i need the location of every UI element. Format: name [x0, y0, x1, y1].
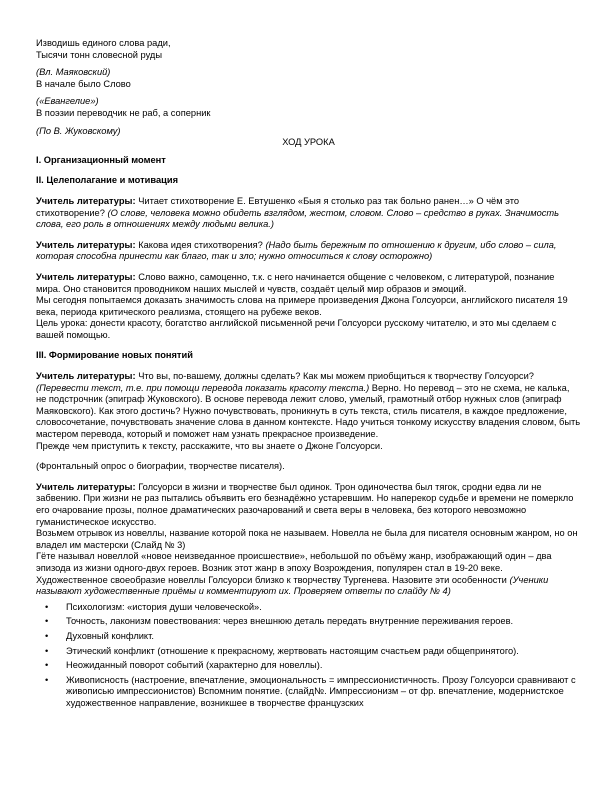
epigraph-3-line-1: В поэзии переводчик не раб, а соперник [36, 107, 211, 118]
paragraph-4-text: Что вы, по-вашему, должны сделать? Как мы можем приобщиться к творчеству Голсуорси? [138, 371, 534, 382]
teacher-label: Учитель литературы [36, 371, 133, 382]
paragraph-2-answer: (Надо быть бережным по отношению к другим, ибо слово – сила, которая способна принести как благо, так и зло; нужно относиться к слову осторожно) [36, 239, 557, 262]
paragraph-3-text: Слово важно, самоценно, т.к. с него начинается общение с человеком, с литературой, познание мира. Оно становится проводником наших мыслей и чувств, создаёт целый мир образов и эмоций. [36, 271, 555, 294]
paragraph-2-text: Какова идея стихотворения? [138, 239, 266, 250]
paragraph-3: Учитель литературы: Слово важно, самоценно, т.к. с него начинается общение с человеком, с литературой, познание мира. Оно становится проводником наших мыслей и чувств, создаёт целый мир образов и эмоций. [36, 271, 555, 294]
paragraph-5-text: Голсуорси в жизни и творчестве был одинок. Трон одиночества был тягок, сродни едва ли не забвению. При жизни не раз пытались объявить его безнадёжно устаревшим. Но наперекор судьбе и времени не померкло его очарование прозы, полное драматических разочарований и света веры в человека, без которого невозможно гуманистическое искусство. [36, 481, 574, 527]
section-1-title: I. Организационный момент [36, 154, 166, 165]
epigraph-3-source: (По В. Жуковскому) [36, 125, 121, 136]
paragraph-3-line-2: Мы сегодня попытаемся доказать значимость слова на примере произведения Джона Голсуорси, английского писателя 19 века, периода критического реализма, стоящего на рубеже веков. [36, 295, 568, 317]
paragraph-5-answer: (Ученики называют художественные приёмы и комментируют их. Проверяем ответы по слайду № 4) [36, 574, 549, 597]
lesson-goal: Цель урока: донести красоту, богатство английской письменной речи Голсуорси русскому читателю, и это мы сделаем с вашей помощью. [36, 318, 557, 340]
paragraph-1: Учитель литературы: Читает стихотворение Е. Евтушенко «Быя я столько раз так больно ранен…» О чём это стихотворение? (О слове, человека можно обидеть взглядом, жестом, словом. Слово – средство в руках. Значимость слова, его роль в отношениях между людьми велика.) [36, 195, 560, 230]
list-item: • Точность, лаконизм повествования: через внешнюю деталь передать внутренние переживания героев. [66, 616, 581, 628]
paragraph-5-line-4: Художественное своеобразие новеллы Голсуорси близко к творчеству Тургенева. Назовите эти особенности (Ученики называют художественные приёмы и комментируют их. Проверяем ответы по слайду № 4) [36, 574, 549, 597]
teacher-label: Учитель литературы [36, 481, 133, 492]
paragraph-1-text: Читает стихотворение Е. Евтушенко «Быя я столько раз так больно ранен…» О чём это стихотворение? [36, 195, 520, 218]
list-item: • Психологизм: «история души человеческой». [66, 602, 581, 614]
paragraph-4: Учитель литературы: Что вы, по-вашему, должны сделать? Как мы можем приобщиться к творчеству Голсуорси? (Перевести текст, т.е. при помощи перевода показать красоту текста.) Верно. Но перевод – это не схема, не калька, не подстрочник (эпиграф Жуковского). В основе перевода лежит слово, умелый, грамотный отбор нужных слов (эпиграф Маяковского). Как этого достичь? Нужно почувствовать, проникнуть в суть текста, стиль писателя, в каждое предложение, словосочетание, почувствовать значение слова в данном контексте. Надо учиться тонкому искусству владения словом, быть мастером перевода, который и поможет нам узнать прекрасное произведение. [36, 371, 581, 440]
paragraph-1-answer: (О слове, человека можно обидеть взглядом, жестом, словом. Слово – средство в руках. Значимость слова, его роль в отношениях между людьми велика.) [36, 207, 560, 230]
paragraph-4-line-2: Прежде чем приступить к тексту, расскажите, что вы знаете о Джоне Голсуорси. [36, 440, 383, 451]
epigraph-2-line-1: В начале было Слово [36, 78, 131, 89]
teacher-label: Учитель литературы [36, 271, 133, 282]
epigraph-2-source: («Евангелие») [36, 96, 99, 107]
paragraph-2: Учитель литературы: Какова идея стихотворения? (Надо быть бережным по отношению к другим, ибо слово – сила, которая способна принести как благо, так и зло; нужно относиться к слову осторожно) [36, 239, 557, 262]
list-item: • Духовный конфликт. [66, 631, 581, 643]
teacher-label: Учитель литературы [36, 239, 133, 250]
list-item: • Неожиданный поворот событий (характерно для новеллы). [66, 660, 581, 672]
paragraph-4-continuation: Верно. Но перевод – это не схема, не калька, не подстрочник (эпиграф Жуковского). В основе перевода лежит слово, умелый, грамотный отбор нужных слов (эпиграф Маяковского). Как этого достичь? Нужно почувствовать, проникнуть в суть текста, стиль писателя, в каждое предложение, словосочетание, почувствовать значение слова в данном контексте. Надо учиться тонкому искусству владения словом, быть мастером перевода, который и поможет нам узнать прекрасное произведение. [36, 382, 581, 440]
section-2-title: II. Целеполагание и мотивация [36, 175, 179, 186]
epigraph-1-line-2: Тысячи тонн словесной руды [36, 49, 163, 60]
paragraph-5: Учитель литературы: Голсуорси в жизни и творчестве был одинок. Трон одиночества был тягок, сродни едва ли не забвению. При жизни не раз пытались объявить его безнадёжно устаревшим. Но наперекор судьбе и времени не померкло его очарование прозы, полное драматических разочарований и света веры в человека, без которого невозможно гуманистическое искусство. [36, 481, 574, 527]
frontal-survey-note: (Фронтальный опрос о биографии, творчестве писателя). [36, 461, 285, 472]
document-page [36, 38, 581, 713]
epigraph-1-source: (Вл. Маяковский) [36, 67, 111, 78]
section-3-title: III. Формирование новых понятий [36, 350, 193, 361]
paragraph-5-line-3: Гёте называл новеллой «новое неизведанное происшествие», небольшой по объёму жанр, изображающий один – два эпизода из жизни одного-двух героев. Возник этот жанр в эпоху Возрождения, популярен стал в 19-20 веке. [36, 551, 552, 573]
epigraph-1-line-1: Изводишь единого слова ради, [36, 38, 171, 48]
list-item: • Живописность (настроение, впечатление, эмоциональность = импрессионистичность. Прозу Голсуорси сравнивают с живописью импрессионистов) Вспомним понятие. (слайд№. Импрессионизм – от фр. впечатление, модернистское художественное направление, возникшее в творчестве французских [66, 675, 581, 710]
paragraph-5-line-2: Возьмем отрывок из новеллы, название которой пока не называем. Новелла не была для писателя основным жанром, но он владел им мастерски (Слайд № 3) [36, 528, 578, 550]
list-item: • Этический конфликт (отношение к прекрасному, жертвовать настоящим счастьем ради общепринятого). [66, 646, 581, 658]
lesson-heading: ХОД УРОКА [282, 137, 335, 148]
teacher-label: Учитель литературы [36, 195, 133, 206]
paragraph-4-answer: (Перевести текст, т.е. при помощи перевода показать красоту текста.) [36, 382, 370, 393]
features-list [36, 602, 581, 710]
